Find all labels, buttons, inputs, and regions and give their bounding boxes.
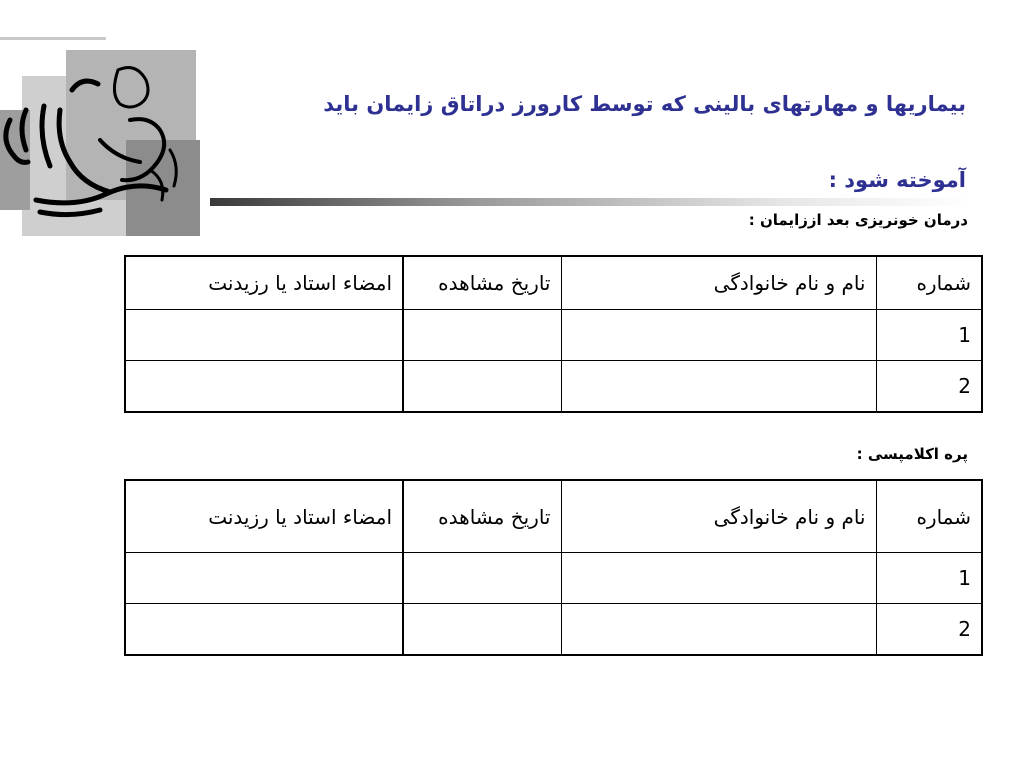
slide-title: بیماریها و مهارتهای بالینی که توسط کارورز دراتاق زایمان باید آموخته شود : xyxy=(323,92,966,192)
decorative-top-line xyxy=(0,37,106,40)
table-row xyxy=(125,310,982,361)
cell-number: 1 xyxy=(876,553,982,604)
cell-signature[interactable] xyxy=(125,361,403,413)
observation-table-preeclampsia xyxy=(124,479,983,656)
cell-full-name[interactable] xyxy=(561,604,876,656)
header-observation-date: تاریخ مشاهده xyxy=(403,256,561,310)
observation-table-hemorrhage xyxy=(124,255,983,413)
header-observation-date: تاریخ مشاهده xyxy=(403,480,561,553)
section-title-hemorrhage: درمان خونریزی بعد اززایمان : xyxy=(748,211,968,229)
cell-signature[interactable] xyxy=(125,604,403,656)
cell-number: 2 xyxy=(876,604,982,656)
cell-observation-date[interactable] xyxy=(403,604,561,656)
header-full-name: نام و نام خانوادگی xyxy=(561,256,876,310)
table-header-row xyxy=(125,480,982,553)
title-divider xyxy=(210,198,972,206)
cell-full-name[interactable] xyxy=(561,553,876,604)
cell-observation-date[interactable] xyxy=(403,361,561,413)
cell-signature[interactable] xyxy=(125,310,403,361)
cell-number: 2 xyxy=(876,361,982,413)
cell-observation-date[interactable] xyxy=(403,310,561,361)
table-row xyxy=(125,361,982,413)
table-row xyxy=(125,604,982,656)
cell-full-name[interactable] xyxy=(561,310,876,361)
cell-observation-date[interactable] xyxy=(403,553,561,604)
cell-number: 1 xyxy=(876,310,982,361)
section-title-preeclampsia: پره اکلامپسی : xyxy=(856,445,968,463)
table-header-row xyxy=(125,256,982,310)
header-signature: امضاء استاد یا رزیدنت xyxy=(125,480,403,553)
table-row xyxy=(125,553,982,604)
cell-signature[interactable] xyxy=(125,553,403,604)
cell-full-name[interactable] xyxy=(561,361,876,413)
header-number: شماره xyxy=(876,256,982,310)
header-signature: امضاء استاد یا رزیدنت xyxy=(125,256,403,310)
header-full-name: نام و نام خانوادگی xyxy=(561,480,876,553)
header-number: شماره xyxy=(876,480,982,553)
mother-and-child-clipart-icon xyxy=(0,50,204,240)
